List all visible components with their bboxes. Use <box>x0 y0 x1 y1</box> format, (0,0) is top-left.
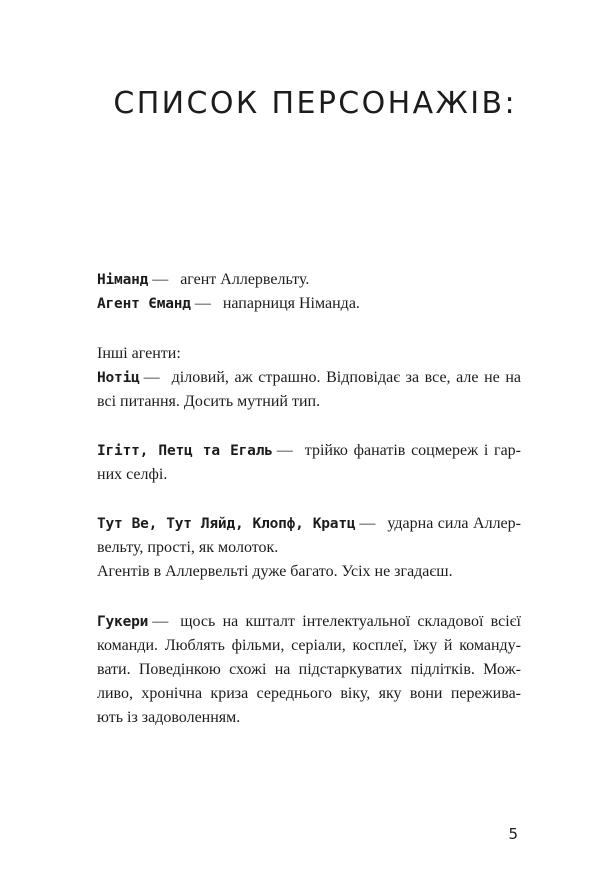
page-number: 5 <box>508 825 518 843</box>
character-description: агент Аллервельту. <box>180 271 310 288</box>
main-agents-block <box>97 268 521 316</box>
description-line: ють із задоволенням. <box>97 709 241 726</box>
others-label: Інші агенти: <box>97 345 181 362</box>
other-agents-block <box>97 342 521 414</box>
page-title: СПИСОК ПЕРСОНАЖІВ: <box>113 86 517 121</box>
em-dash: — <box>276 442 293 459</box>
description-line: всі питання. Досить мутний тип. <box>97 393 321 410</box>
character-entry-emand <box>97 292 521 316</box>
character-description: ударна сила Аллер- <box>387 515 521 532</box>
description-line: вельту, прості, як молоток. <box>97 539 279 556</box>
em-dash: — <box>194 295 211 312</box>
description-line <box>97 512 521 536</box>
character-name: Гукери <box>97 614 149 630</box>
character-entry-gukery <box>97 610 521 730</box>
character-name: Німанд <box>97 272 149 288</box>
character-name: Агент Єманд <box>97 296 191 312</box>
description-line: вати. Поведінкою схожі на підстаркуватих підлітків. Мож- <box>97 661 521 678</box>
character-entry-tutve <box>97 512 521 584</box>
description-line: команди. Люблять фільми, серіали, косплеї, їжу й команду- <box>97 637 521 654</box>
description-line <box>97 610 521 634</box>
em-dash: — <box>152 613 169 630</box>
character-entry-igitt <box>97 439 521 487</box>
description-line <box>97 439 521 463</box>
description-line: Агентів в Аллервельті дуже багато. Усіх не згадаєш. <box>97 563 453 580</box>
character-description: діловий, аж страшно. Відповідає за все, але не на <box>171 369 521 386</box>
character-name: Нотіц <box>97 370 140 386</box>
description-line: ливо, хронічна криза середнього віку, яку вони пережива- <box>97 685 521 702</box>
character-name: Ігітт, Петц та Егаль <box>97 443 273 459</box>
description-line: них селфі. <box>97 466 168 483</box>
character-entry-notits <box>97 366 521 390</box>
em-dash: — <box>143 369 160 386</box>
em-dash: — <box>152 271 169 288</box>
character-description: напарниця Німанда. <box>222 295 360 312</box>
character-description: щось на кшталт інтелектуальної складової всієї <box>180 613 521 630</box>
character-description: трійко фанатів соцмереж і гар- <box>304 442 521 459</box>
character-entry-nimand <box>97 268 521 292</box>
character-name: Тут Ве, Тут Ляйд, Клопф, Кратц <box>97 516 356 532</box>
em-dash: — <box>359 515 376 532</box>
